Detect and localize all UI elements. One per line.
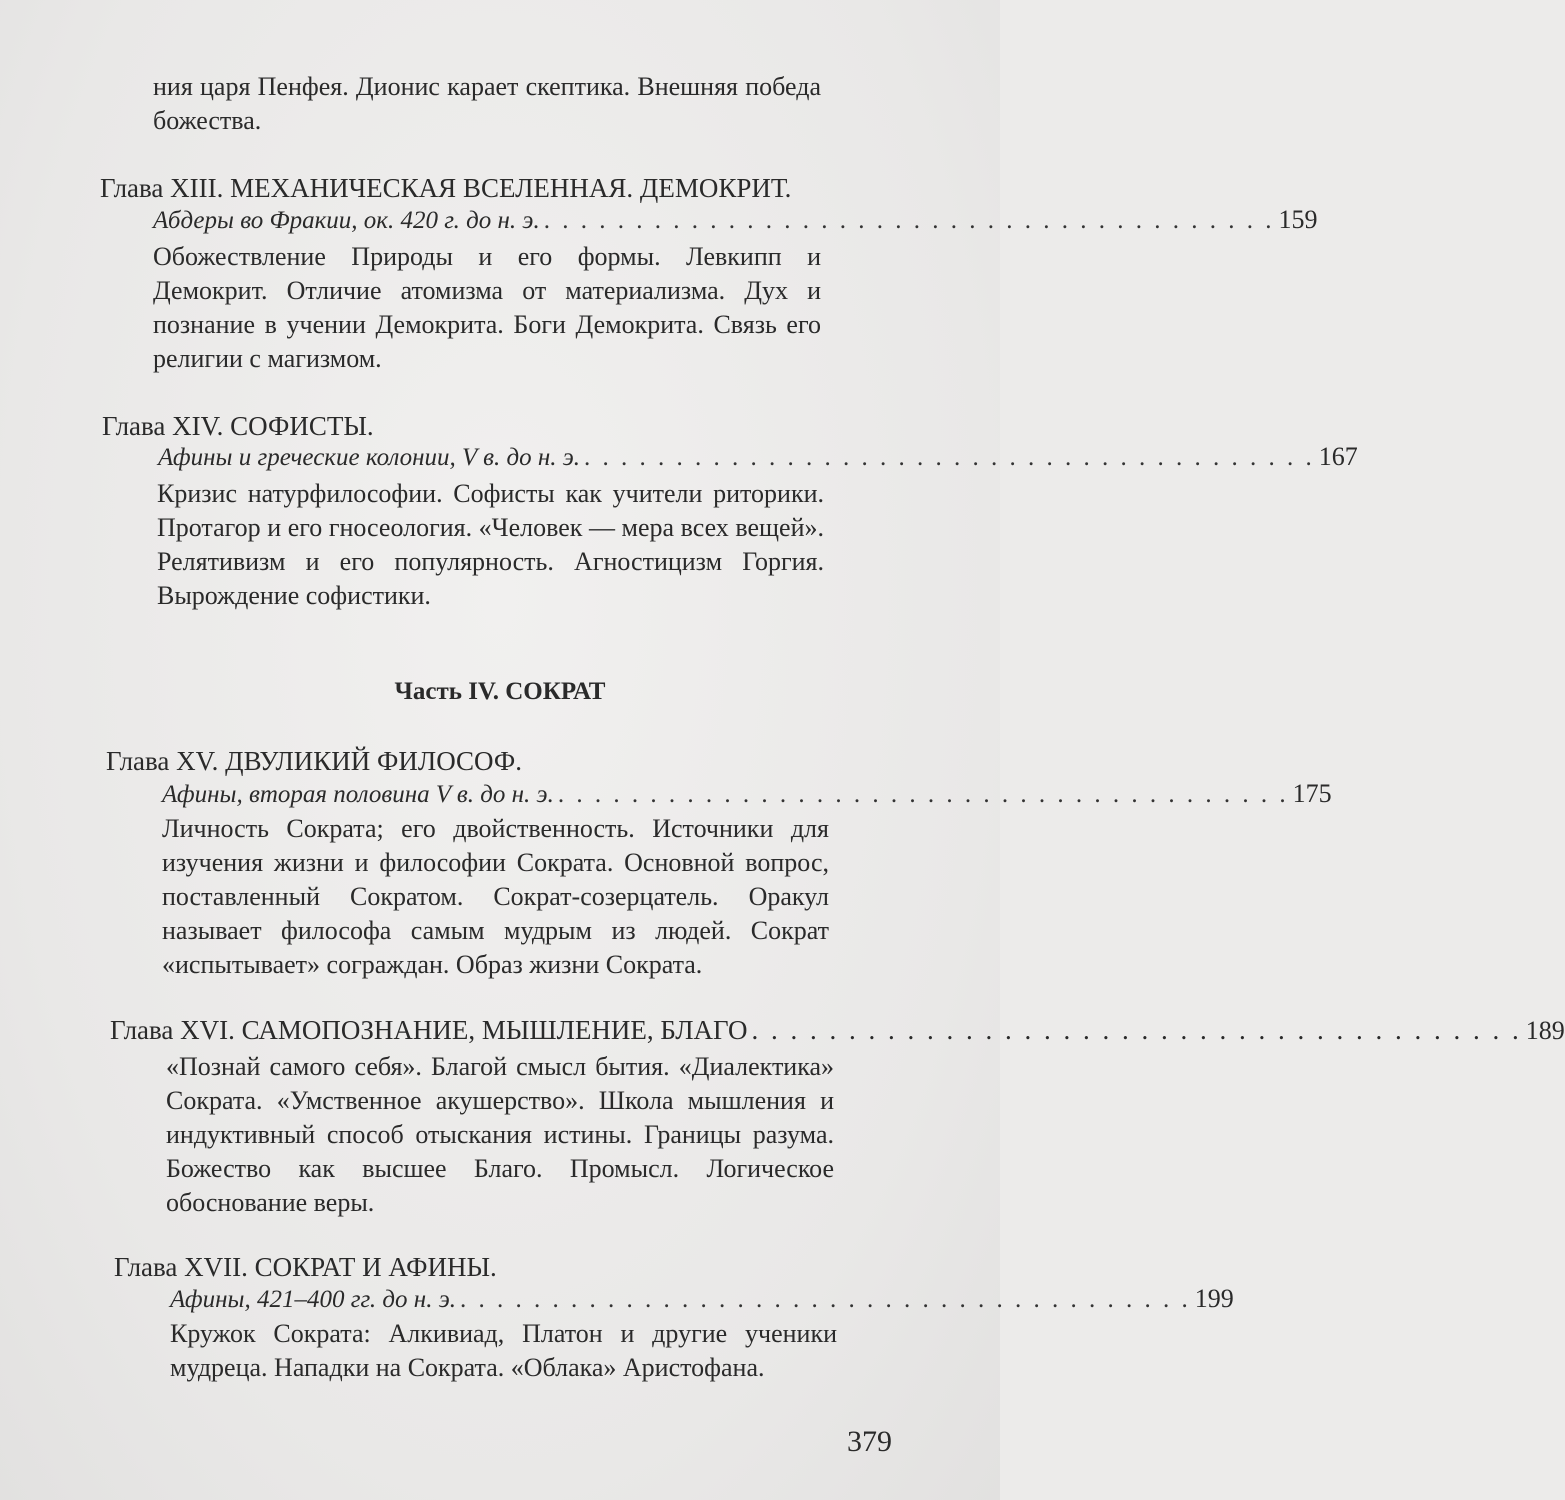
chapter-13-subtitle-line: [153, 203, 1318, 238]
chapter-15-title: Глава XV. ДВУЛИКИЙ ФИЛОСОФ.: [106, 746, 522, 776]
chapter-17-title: Глава XVII. СОКРАТ И АФИНЫ.: [114, 1252, 497, 1282]
chapter-15-subtitle-line: [162, 777, 1332, 812]
chapter-14-page: 167: [1318, 442, 1358, 471]
dot-leader: . . . . . . . . . . . . . . . . . . . . . . . . . . . . . . . . . . . . . . . .: [459, 1286, 1191, 1313]
page-number: 379: [847, 1425, 892, 1458]
chapter-15-page: 175: [1292, 779, 1332, 808]
chapter-17-summary: Кружок Сократа: Алкивиад, Платон и другие ученики мудреца. Нападки на Сократа. «Облака» Аристофана.: [170, 1319, 837, 1382]
chapter-14-subtitle: Афины и греческие колонии, V в. до н. э.: [158, 444, 581, 471]
chapter-14-summary: Кризис натурфилософии. Софисты как учители риторики. Протагор и его гносеология. «Человек — мера всех вещей». Релятивизм и его популярность. Агностицизм Горгия. Вырождение софистики.: [157, 479, 824, 610]
dot-leader: . . . . . . . . . . . . . . . . . . . . . . . . . . . . . . . . . . . . . . . .: [751, 1015, 1522, 1045]
dot-leader: . . . . . . . . . . . . . . . . . . . . . . . . . . . . . . . . . . . . . . . .: [543, 207, 1275, 234]
chapter-16-page: 189: [1525, 1016, 1565, 1045]
chapter-14-subtitle-line: [158, 440, 1358, 475]
chapter-17-subtitle: Афины, 421–400 гг. до н. э.: [170, 1286, 456, 1313]
part-heading: Часть IV. СОКРАТ: [394, 678, 606, 705]
chapter-14-title: Глава XIV. СОФИСТЫ.: [102, 411, 374, 441]
dot-leader: . . . . . . . . . . . . . . . . . . . . . . . . . . . . . . . . . . . . . . . .: [557, 781, 1289, 808]
chapter-15-subtitle: Афины, вторая половина V в. до н. э.: [162, 781, 554, 808]
chapter-15-summary: Личность Сократа; его двойственность. Источники для изучения жизни и философии Сократа. Основной вопрос, поставленный Сократом. Сократ-созерцатель. Оракул называет философа самым мудрым из людей. Сократ «испытывает» сограждан. Образ жизни Сократа.: [162, 814, 829, 979]
chapter-13-page: 159: [1278, 205, 1318, 234]
chapter-16-summary: «Познай самого себя». Благой смысл бытия. «Диалектика» Сократа. «Умственное акушерство». Школа мышления и индуктивный способ отыскания истины. Границы разума. Божество как высшее Благо. Промысл. Логическое обоснование веры.: [166, 1052, 834, 1217]
chapter-13-title: Глава XIII. МЕХАНИЧЕСКАЯ ВСЕЛЕННАЯ. ДЕМОКРИТ.: [100, 173, 792, 203]
chapter-17-page: 199: [1194, 1284, 1234, 1313]
chapter-13-subtitle: Абдеры во Фракии, ок. 420 г. до н. э.: [153, 207, 540, 234]
chapter-13-summary: Обожествление Природы и его формы. Левкипп и Демокрит. Отличие атомизма от материализма. Дух и познание в учении Демокрита. Боги Демокрита. Связь его религии с магизмом.: [153, 242, 821, 373]
chapter-16-title: Глава XVI. САМОПОЗНАНИЕ, МЫШЛЕНИЕ, БЛАГО: [110, 1015, 748, 1045]
dot-leader: . . . . . . . . . . . . . . . . . . . . . . . . . . . . . . . . . . . . . . . .: [584, 444, 1315, 471]
chapter-17-subtitle-line: [170, 1282, 1234, 1317]
chapter-16-title-line: [110, 1013, 1565, 1048]
continued-summary: ния царя Пенфея. Дионис карает скептика. Внешняя победа божества.: [153, 72, 821, 135]
